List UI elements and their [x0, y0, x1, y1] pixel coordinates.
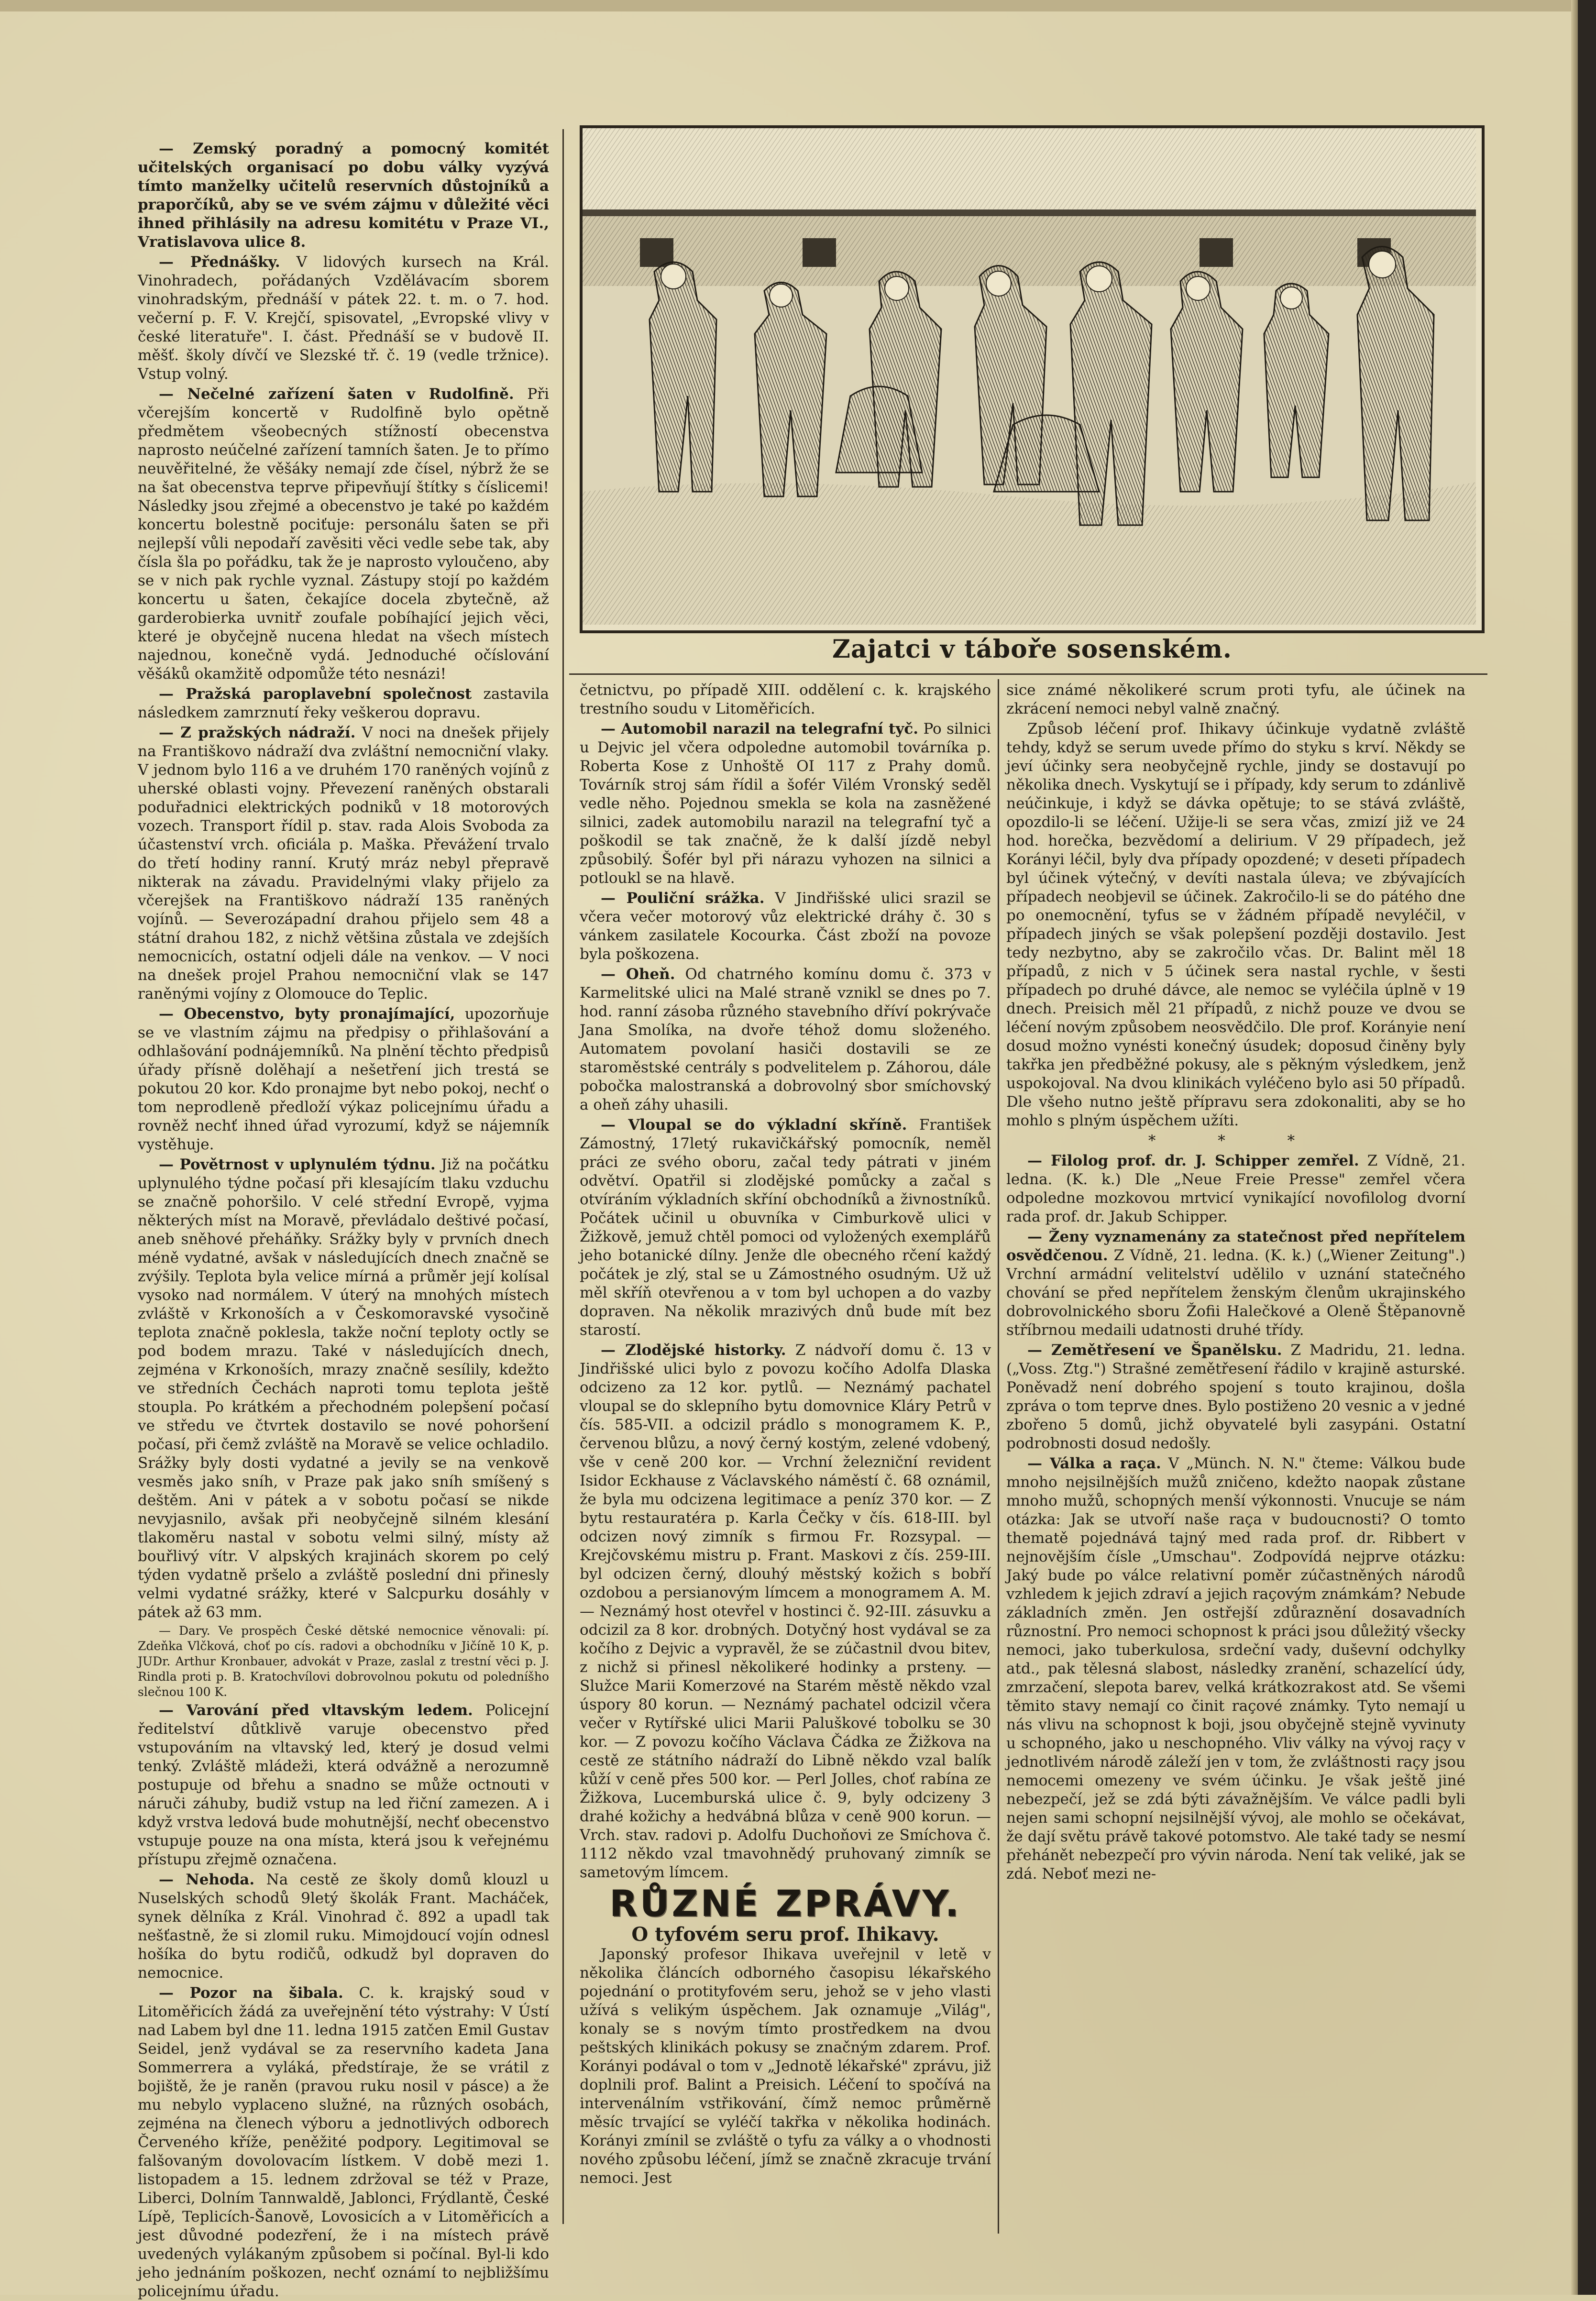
article-body: Na cestě ze školy domů klouzl u Nuselských schodů 9letý školák Frant. Macháček, synek dělníka z Král. Vinohrad č. 892 a upadl tak nešťastně, že si zlomil ruku. Mimojdoucí vojín odnesl hošíka do bytu rodičů, odkudž byl dopraven do nemocnice.: [138, 1871, 549, 1982]
article-body: Policejní ředitelství důtklivě varuje obecenstvo před vstupováním na vltavský led, který je dosud velmi tenký. Zvláště mládeži, která odvážně a nerozumně postupuje od břehu a snadno se může octnouti v náruči záhuby, budiž vstup na led řiční zamezen. A i když vrstva ledová bude mohutnější, nechť obecenstvo vstupuje pouze na ona místa, která jsou k veřejnému přístupu zřejmě označena.: [138, 1702, 549, 1868]
article-body: upozorňuje se ve vlastním zájmu na předpisy o přihlašování a odhlašování podnájemníků. Na plnění těchto předpisů úřady přísně dolěhají a nešetření jich trestá se pokutou 20 kor. Kdo pronajme byt nebo pokoj, nechť o tom neprodleně předloží výkaz policejnímu úřadu a rovněž nechť ihned úřad vyrozumí, když se nájemník vystěhuje.: [138, 1005, 549, 1153]
article-headline: — Zemětřesení ve Španělsku.: [1027, 1342, 1282, 1359]
article-headline: — Zlodějské historky.: [601, 1342, 786, 1359]
article-body: Již na počátku uplynulého týdne počasí při klesajícím tlaku vzduchu se značně pohoršilo. V celé střední Evropě, vyjma některých míst na Moravě, převládalo deštivé počasí, aneb sněhové přeháňky. Srážky byly v prvních dnech méně vydatné, avšak v následujících dnech značně se zvýšily. Teplota byla velice mírná a průměr její kolísal vysoko nad normálem. V úterý na mnohých místech zvláště v Krkonoších a v Českomoravské vysočině teplota značně poklesla, takže noční teploty octly se pod bodem mrazu. Také v následujících dnech, zejména v Krkonoších, mrazy značně sesílily, kdežto ve středních Čechách naproti tomu teplota ještě stoupla. Po krátkém a přechodném polepšení počasí ve středu ve čtvrtek dostavilo se nové pohoršení počasí, při čemž zvláště na Moravě se velice ochladilo. Srážky byly dosti vydatné a jevily se na venkově vesměs jako sníh, v Praze pak jako sníh smíšený s deštěm. Ani v pátek a v sobotu počasí se nikde nevyjasnilo, avšak při neobyčejně silném klesání tlakoměru nastal v sobotu velmi silný, místy až bouřlivý vítr. V alpských krajinách skorem po celý týden vydatně pršelo a zvláště poslední dni přinesly velmi vydatné srážky, které v Salcpurku dosáhly v pátek až 63 mm.: [138, 1156, 550, 1621]
article-body: Z nádvoří domu č. 13 v Jindřišské ulici bylo z povozu kočího Adolfa Dlaska odcizeno za 12 kor. pytlů. — Neznámý pachatel vloupal se do sklepního bytu domovnice Kláry Petrů v čís. 585-VII. a odcizil prádlo s monogramem K. P., červenou blůzu, a nový černý kostým, zelené vdobený, vše v ceně 200 kor. — Vrchní železniční revident Isidor Eckhause z Václavského náměstí č. 68 oznámil, že byla mu odcizena legitimace a peníz 370 kor. — Z bytu restauratéra p. Karla Čečky v čís. 618-III. byl odcizen nový zimník s firmou Fr. Rozsypal. — Krejčovskému mistru p. Frant. Maskovi z čís. 259-III. byl odcizen černý, dlouhý městský kožich s bobří ozdobou a persianovým límcem a monogramem A. M. — Neznámý host otevřel v hostinci č. 92-III. zásuvku a odcizil za 8 kor. drobných. Dotyčný host vydával se za kočího z Dejvic a vypravěl, že se zúčastnil dvou bitev, z nichž si přinesl několikeré hodinky a prsteny. — Služce Marii Komerzové na Starém městě někdo vzal úspory 80 korun. — Neznámý pachatel odcizil včera večer v Rytířské ulici Marii Paluškové tobolku se 30 kor. — Z povozu kočího Václava Čádka ze Žižkova na cestě ze státního nádraží do Libně někdo vzal balík kůží v ceně přes 500 kor. — Perl Jolles, choť rabína ze Žižkova, Lucemburská ulice č. 9, byly odcizeny 3 drahé kožichy a hedvábná blůza v ceně 900 korun. — Vrch. stav. radovi p. Adolfu Duchoňovi ze Smíchova č. 1112 někdo vzal tmavohnědý pruhovaný zimník se sametovým límcem.: [580, 1342, 991, 1881]
article-paragraph: [580, 1116, 991, 1340]
article-body: V Jindřišské ulici srazil se včera večer motorový vůz elektrické dráhy č. 30 s vánkem zasilatele Kocourka. Část zboží na povoze byla poškozena.: [580, 890, 991, 963]
article-headline: — Pouliční srážka.: [601, 890, 765, 907]
article-body: Z Vídně, 21. ledna. (K. k.) Dle „Neue Freie Presse" zemřel včera odpoledne mozkovou mrtvicí vynikající novofilolog dvorní rada prof. dr. Jakub Schipper.: [1006, 1152, 1466, 1225]
article-paragraph: [138, 685, 549, 722]
article-headline: — Pozor na šibala.: [159, 1984, 343, 2002]
article-body: František Zámostný, 17letý rukavičkářský pomocník, neměl práci ze svého oboru, začal tedy pátrati v jiném odvětví. Opatřil si zlodějské pomůcky a začal s otvíráním výkladních skříní obchodníků a živnostníků. Počátek učinil u obuvníka v Cimburkově ulici v Žižkově, jemuž chtěl pomoci od vyložených exemplářů jeho botanické dílny. Jenže dle obecného rčení každý počátek je zlý, stal se u Zámostného osudným. Už už měl skříň otevřenou a v tom byl uchopen a do vazby dopraven. Na několik mrazivých dnů bude mít bez starostí.: [580, 1116, 991, 1339]
article-headline: — Válka a raça.: [1027, 1455, 1161, 1472]
article-headline: — Obecenstvo, byty pronajímající,: [159, 1005, 455, 1023]
article-headline: — Vloupal se do výkladní skříně.: [601, 1116, 907, 1134]
article-headline: — Zemský poradný a pomocný komitét učitelských organisací po dobu války vyzývá tímto manželky učitelů reservních důstojníků a praporčíků, aby se ve svém zájmu v důležité věci ihned přihlásily na adresu komitétu v Praze VI., Vratislavova ulice 8.: [138, 140, 549, 251]
article-body: zastavila následkem zamrznutí řeky veškerou dopravu.: [138, 685, 549, 721]
article-body: četnictvu, po případě XIII. oddělení c. k. krajského trestního soudu v Litoměřicích.: [580, 682, 991, 717]
article-headline: — Ženy vyznamenány za statečnost před nepřítelem osvědčenou.: [1006, 1228, 1465, 1264]
article-headline: — Automobil narazil na telegrafní tyč.: [601, 720, 919, 738]
caption-rule: [569, 673, 1487, 675]
page-top-edge: [0, 0, 1596, 11]
article-paragraph: [138, 385, 549, 683]
article-headline: — Povětrnost v uplynulém týdnu.: [159, 1156, 436, 1173]
article-paragraph: [1006, 1228, 1465, 1340]
article-body: Japonský profesor Ihikava uveřejnil v letě v několika článcích odborného časopisu lékařského pojednání o protityfovém seru, jehož se v jeho vlasti užívá s velikým úspěchem. Jak oznamuje „Világ", konaly se s novým tímto prostředkem na dvou peštských klinikách pokusy se značným zdarem. Prof. Korányi podával o tom v „Jednotě lékařské" zprávu, již doplnili prof. Balint a Preisich. Léčení to spočívá na intervenálním vstřikování, čímž nemoc průměrně měsíc trvající se vyléčí takřka v několika hodinách. Korányi zmínil se zvláště o tyfu za války a o vhodnosti nového způsobu léčení, jímž se značně zkracuje trvání nemoci. Jest: [580, 1946, 991, 2187]
article-paragraph: [138, 140, 549, 252]
article-headline: — Nečelné zařízení šaten v Rudolfině.: [159, 385, 514, 403]
article-body: Z Vídně, 21. ledna. (K. k.) („Wiener Zeitung".) Vrchní armádní velitelství udělilo v uznání statečného chování se před nepřítelem ženským členům ukrajinského dobrovolnického sboru Žofii Halečkové a Oleně Štěpanovně stříbrnou medaili udatnosti druhé třídy.: [1006, 1247, 1466, 1339]
article-body: — Dary. Ve prospěch České dětské nemocnice věnovali: pí. Zdeňka Vlčková, choť po cís. radovi a obchodníku v Jičíně 10 K, p. JUDr. Arthur Kronbauer, advokát v Praze, zaslal z trestní věci p. J. Rindla proti p. B. Kratochvílovi dobrovolnou pokutu od poledníšho slečnou 100 K.: [138, 1624, 549, 1699]
photo-caption: Zajatci v táboře sosenském.: [832, 635, 1232, 664]
column-rule: [998, 679, 999, 2234]
article-paragraph: [1006, 681, 1465, 718]
article-body: Od chatrného komínu domu č. 373 v Karmelitské ulici na Malé straně vznikl se dnes po 7. hod. ranní zásoba různého stavebního dříví pokrývače Jana Smolíka, na dvoře téhož domu složeného. Automatem povolaní hasiči dostavili se ze staroměstské centrály s podvelitelem p. Záhorou, dále pobočka malostranská a dobrovolný sbor smíchovský a oheň záhy uhasili.: [580, 966, 991, 1113]
article-headline: — Varování před vltavským ledem.: [159, 1702, 473, 1719]
article-title: O tyfovém seru prof. Ihikavy.: [631, 1923, 939, 1946]
section-banner: RŮZNÉ ZPRÁVY.: [609, 1882, 961, 1925]
article-paragraph: [138, 1156, 549, 1622]
article-body: Po silnici u Dejvic jel včera odpoledne automobil továrníka p. Roberta Kose z Unhoště OI 117 z Prahy domů. Továrník stroj sám řídil a šofér Vilém Vronský seděl vedle něho. Pojednou smekla se kola na zasněžené silnici, zadek automobilu narazil na telegrafní tyč a poškodil se tak značně, že k další jízdě nebyl způsobilý. Šofér byl při nárazu vyhozen na silnici a potloukl se na hlavě.: [580, 720, 991, 887]
article-paragraph: [138, 724, 549, 1003]
article-body: sice známé několikeré scrum proti tyfu, ale účinek na zkrácení nemoci nebyl valně značný.: [1006, 682, 1465, 717]
article-paragraph: [580, 1945, 991, 2188]
prisoners-photo: [580, 125, 1485, 633]
article-headline: — Z pražských nádraží.: [159, 724, 356, 741]
article-body: Způsob léčení prof. Ihikavy účinkuje vydatně zvláště tehdy, když se serum uvede přímo do styku s krví. Někdy se jeví účinky sera neobyčejně rychle, jindy se dostavují po několika dnech. Vyskytují se i případy, kdy serum to zdánlivě neúčinkuje, i když se dávka opětuje; to se stává zvláště, opozdilo-li se léčení. Užije-li se sera včas, zmizí již ve 24 hod. horečka, bezvědomí a delirium. V 29 případech, jež Korányi léčil, byly dva případy opozdené; v deseti případech byl účinek výtečný, v devíti nastala úleva; ve zbývajících případech neobjevil se účinek. Zakročilo-li se do pátého dne po onemocnění, tyfus se v žádném případě nevyléčil, v případech jiných se však polepšení později dostavilo. Jest tedy nezbytno, aby se zakročilo včas. Dr. Balint měl 18 případů, z nich v 5 účinek sera nastal rychle, v šesti případech po druhé dávce, ale nemoc se vyléčila úplně v 19 dnech. Preisich měl 21 případů, z nichž pouze ve dvou se léčení novým způsobem neosvědčilo. Dle prof. Korányie není dosud možno vynésti konečný úsudek; doposud činěny byly takřka jen předběžné pokusy, ale s pěkným výsledkem, jenž uspokojoval. Na dvou klinikách vyléčeno bylo asi 50 případů. Dle všeho nutno ještě přípravu sera zdokonaliti, aby se ho mohlo s plným úspěchem užíti.: [1006, 720, 1465, 1129]
article-body: V „Münch. N. N." čteme: Válkou bude mnoho nejsilnějších mužů zničeno, kdežto naopak zůstane mnoho mužů, schopných menší výkonnosti. Vnucuje se nám otázka: Jak se utvoří naše raça v budoucnosti? O tomto thematě pojednává tajný med rada prof. dr. Ribbert v nejnovějším čísle „Umschau". Zodpovídá nejprve otázku: Jaký bude po válce relativní poměr zúčastněných národů vzhledem k jejich zdraví a jejich raçovým známkám? Nebude základních změn. Jen ostřejší zdůraznění dosavadních různostní. Pro nemoci schopnost k práci jsou důležitý všecky nemoci, jako tuberkulosa, srdeční vady, duševní odchylky atd., pak tělesná slabost, následky zranění, schazelící údy, zmrzačení, slepota barev, velká krátkozrakost atd. Se všemi těmito stavy nemají co činit raçové známky. Tyto nemají u nás vlivu na schopnost k boji, jsou obyčejně stejně vyvinuty u schopného, jako u neschopného. Vliv války na vývoj raçy v jednotlivém národě záleží jen v tom, že zvláštnosti raçy jsou nemocemi omezeny ve svém účinku. Je však ještě jiné nebezpečí, jež se zdá býti závažnějším. Ve válce padli byli nejen sami schopní nejsilnější vývoj, ale mohlo se očekávat, že dají světu právě takové potomstvo. Ale také tady se nesmí přehánět nebezpečí pro vývin národa. Není tak veliké, jak se zdá. Neboť mezi ne-: [1006, 1455, 1465, 1883]
column-right: [1006, 681, 1465, 2235]
section-separator: * * *: [1148, 1132, 1324, 1149]
article-paragraph: [138, 1005, 549, 1154]
article-headline: — Přednášky.: [159, 253, 280, 271]
article-headline: — Nehoda.: [159, 1871, 255, 1888]
article-paragraph: [580, 681, 991, 718]
article-body: C. k. krajský soud v Litoměřicích žádá za uveřejnění této výstrahy: V Ústí nad Labem byl dne 11. ledna 1915 zatčen Emil Gustav Seidel, jenž vydával se za reservního kadeta Jana Sommerrera a vyláká, předstíraje, že se vrátil z bojiště, že je raněn (pravou ruku nosil v pásce) a že mu nebylo vyplaceno služné, na různých osobách, zejména na členech výboru a jednotlivých odborech Červeného kříže, peněžité podpory. Legitimoval se falšovaným dovolovacím lístkem. V době mezi 1. listopadem a 15. lednem zdržoval se též v Praze, Liberci, Dolním Tannwaldě, Jablonci, Frýdlantě, České Lípě, Teplicích-Šanově, Lovosicích a v Litoměřicích a jest důvodné podezření, že i na místech právě uvedených vylákaným způsobem si počínal. Byl-li kdo jeho jednáním poškozen, nechť oznámí to nejbližšímu policejnímu úřadu.: [138, 1984, 550, 2300]
article-headline: — Oheň.: [601, 966, 675, 983]
column-middle: [580, 681, 991, 2235]
article-paragraph: [1006, 1454, 1465, 1883]
column-rule: [562, 129, 564, 2224]
article-paragraph: [580, 720, 991, 888]
article-paragraph: [138, 1984, 549, 2301]
article-paragraph: [1006, 1152, 1465, 1226]
article-paragraph: [138, 1871, 549, 1982]
article-headline: — Filolog prof. dr. J. Schipper zemřel.: [1027, 1152, 1359, 1169]
article-paragraph: [580, 1341, 991, 1882]
article-paragraph: [580, 965, 991, 1114]
article-body: Při včerejším koncertě v Rudolfině bylo opětně předmětem všeobecných stížností obecenstva naprosto neúčelné zařízení tamních šaten. Je to přímo neuvěřitelné, že věšáky nemají zde čísel, nýbrž že se na šat obecenstva teprve připevňují štítky s číslicemi! Následky jsou zřejmé a obecenstvo je také po každém koncertu bolestně pociťuje: personálu šaten se při nejlepší vůli nepodaří zavěsiti věci vedle sebe tak, aby čísla šla po pořádku, tak že je naprosto vyloučeno, aby se v nich pak rychle vyznal. Zástupy stojí po každém koncertu u šaten, čekajíce docela zbytečně, až garderobierka uvnitř zoufale pobíhající jejich věci, které je obyčejně nucena hledat na všech místech najednou, konečně vydá. Jednoduché očíslování věšáků okamžitě odpomůže této nesnázi!: [138, 385, 549, 683]
page-binding-edge: [1571, 0, 1578, 2295]
article-headline: — Pražská paroplavební společnost: [159, 685, 472, 703]
binding-strip: [1578, 0, 1596, 2295]
article-paragraph: [138, 1701, 549, 1869]
article-paragraph: [1006, 720, 1465, 1130]
article-body: Z Madridu, 21. ledna. („Voss. Ztg.") Strašné zemětřesení řádilo v krajině asturské. Poněvadž není dobrého spojení s touto krajinou, došla zpráva o tom teprve dnes. Bylo postiženo 20 vesnic a v jedné zbořeno 5 domů, jichž obyvatelé byli zasypáni. Ostatní podrobnosti dosud nedošly.: [1006, 1342, 1465, 1452]
article-body: V lidových kursech na Král. Vinohradech, pořádaných Vzdělávacím sborem vinohradským, přednáší v pátek 22. t. m. o 7. hod. večerní p. F. V. Krejčí, spisovatel, „Evropské vlivy v české literatuře". I. část. Přednáší se v budově II. měšť. školy dívčí ve Slezské tř. č. 19 (vedle tržnice). Vstup volný.: [138, 253, 549, 383]
photo-illustration: [583, 128, 1476, 625]
article-paragraph: [580, 889, 991, 964]
article-paragraph: [138, 253, 549, 384]
article-body: V noci na dnešek přijely na Františkovo nádraží dva zvláštní nemocniční vlaky. V jednom bylo 116 a ve druhém 170 raněných vojínů z uherské oblasti vojny. Převezení raněných obstarali poduřadnici elektrických podniků v 18 motorových vozech. Transport řídil p. stav. rada Alois Svoboda za účastenství vrch. oficiála p. Maška. Převážení trvalo do třetí hodiny ranní. Krutý mráz nebyl přepravě nikterak na závadu. Pravidelnými vlaky přijelo za včerejšek na Františkovo nádraží 135 raněných vojínů. — Severozápadní drahou přijelo sem 48 a státní drahou 182, z nichž většina zůstala ve zdejších nemocnicích, ostatní odjeli dále na venkov. — V noci na dnešek projel Prahou nemocniční vlak se 147 raněnými vojíny z Olomouce do Teplic.: [138, 724, 549, 1002]
column-left: [138, 140, 550, 2300]
article-paragraph: [1006, 1341, 1465, 1453]
article-paragraph: [138, 1623, 549, 1700]
